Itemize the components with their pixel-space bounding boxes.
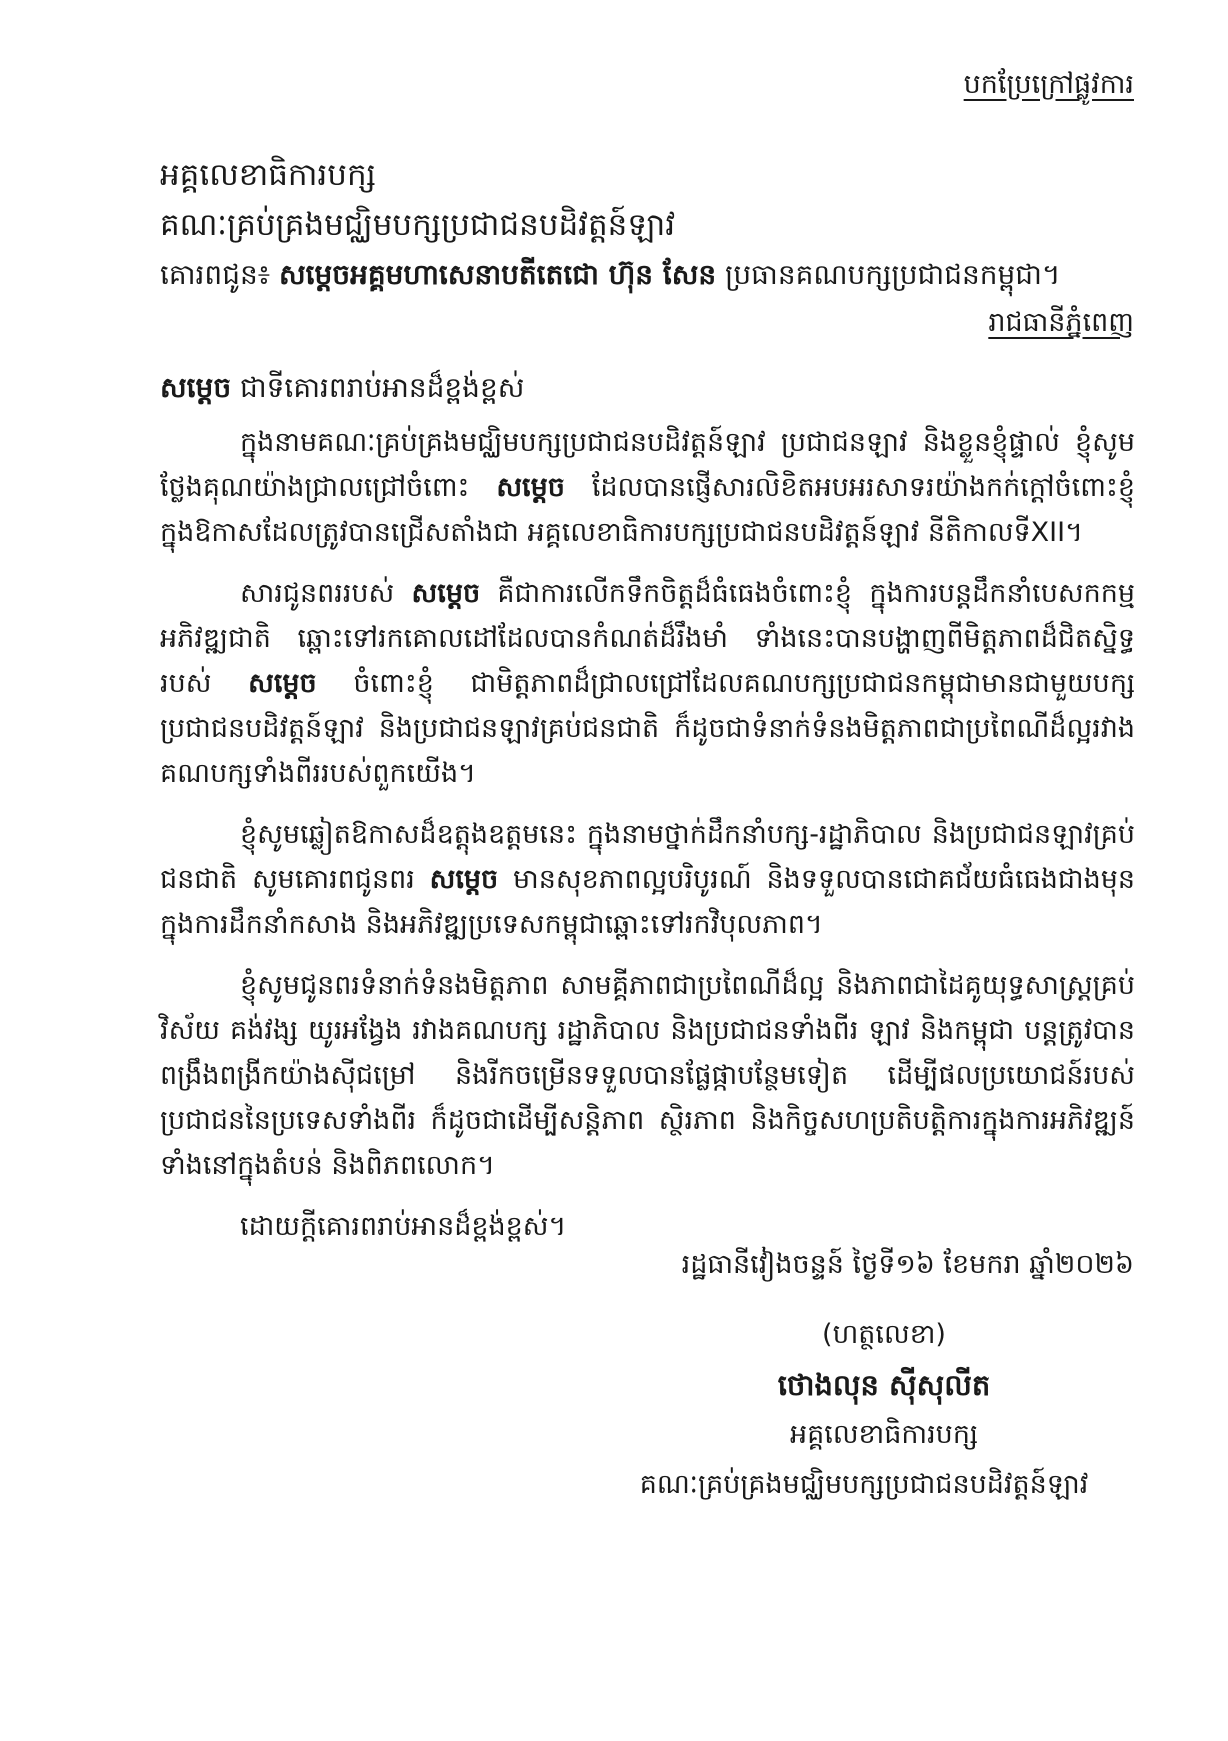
paragraph-text: ខ្ញុំសូមឆ្លៀតឱកាសដ៏ឧត្តុងឧត្តមនេះ ក្នុងនាមថ្នាក់ដឹកនាំបក្ស-រដ្ឋាភិបាល និងប្រជាជនឡាវគ្រប់ជនជាតិ សូមគោរពជូនពរ [160, 819, 1135, 895]
signatory-organization: គណៈគ្រប់គ្រងមជ្ឈិមបក្សប្រជាជនបដិវត្តន៍ឡាវ [639, 1469, 1089, 1500]
recipient-name: សម្តេចអគ្គមហាសេនាបតីតេជោ ហ៊ុន សែន [278, 258, 717, 291]
recipient-prefix: គោរពជូន៖ [160, 258, 271, 291]
paragraph-1 [160, 420, 1135, 555]
paragraph-text: មានសុខភាពល្អបរិបូរណ៍ និងទទួលបានជោគជ័យធំធេងជាងមុនក្នុងការដឹកនាំកសាង និងអភិវឌ្ឍប្រទេសកម្ពុជាឆ្ពោះទៅរកវិបុលភាព។ [160, 864, 1135, 940]
paragraph-text: ចំពោះខ្ញុំ ជាមិត្តភាពដ៏ជ្រាលជ្រៅដែលគណបក្សប្រជាជនកម្ពុជាមានជាមួយបក្សប្រជាជនបដិវត្តន៍ឡាវ និងប្រជាជនឡាវគ្រប់ជនជាតិ ក៏ដូចជាទំនាក់ទំនងមិត្តភាពជាប្រពៃណីដ៏ល្អរវាងគណបក្សទាំងពីររបស់ពួកយើង។ [160, 668, 1136, 789]
paragraph-text: គឺជាការលើកទឹកចិត្តដ៏ធំធេងចំពោះខ្ញុំ ក្នុងការបន្តដឹកនាំបេសកកម្មអភិវឌ្ឍជាតិ ឆ្ពោះទៅរកគោលដៅដែលបានកំណត់ដ៏រឹងមាំ ទាំងនេះបានបង្ហាញពីមិត្តភាពដ៏ជិតស្និទ្ធរបស់ [160, 578, 1135, 699]
paragraph-bold: សម្តេច [248, 668, 317, 699]
letter-header [160, 150, 1140, 300]
paragraph-bold: សម្តេច [429, 864, 499, 895]
closing-line: ដោយក្តីគោរពរាប់អានដ៏ខ្ពង់ខ្ពស់។ [240, 1211, 567, 1242]
signed-note: (ហត្ថលេខា) [822, 1319, 946, 1350]
salutation-text: ជាទីគោរពរាប់អានដ៏ខ្ពង់ខ្ពស់ [240, 371, 525, 404]
paragraph-3 [160, 812, 1135, 947]
place-and-date: រដ្ឋធានីវៀងចន្ទន៍ ថ្ងៃទី១៦ ខែមករា ឆ្នាំ២០២៦ [681, 1249, 1134, 1280]
signatory-title: អគ្គលេខាធិការបក្ស [790, 1419, 978, 1450]
letter-body [160, 420, 1135, 1249]
unofficial-translation-label: បកប្រែក្រៅផ្លូវការ [963, 69, 1134, 100]
recipient-line [160, 250, 1140, 300]
paragraph-text: ក្នុងនាមគណៈគ្រប់គ្រងមជ្ឈិមបក្សប្រជាជនបដិវត្តន៍ឡាវ ប្រជាជនឡាវ និងខ្លួនខ្ញុំផ្ទាល់ ខ្ញុំសូមថ្លែងគុណយ៉ាងជ្រាលជ្រៅចំពោះ [160, 427, 1135, 503]
signature-block [634, 1310, 1134, 1510]
paragraph-text: សារជូនពររបស់ [240, 578, 412, 609]
salutation [160, 370, 524, 411]
paragraph-text: ដែលបានផ្ញើសារលិខិតអបអរសាទរយ៉ាងកក់ក្តៅចំពោះខ្ញុំ ក្នុងឱកាសដែលត្រូវបានជ្រើសតាំងជា អគ្គលេខាធិការបក្សប្រជាជនបដិវត្តន៍ឡាវ នីតិកាលទីXII។ [160, 472, 1135, 548]
paragraph-4 [160, 963, 1135, 1188]
paragraph-bold: សម្តេច [411, 578, 481, 609]
paragraph-bold: សម្តេច [496, 472, 565, 503]
recipient-suffix: ប្រធានគណបក្សប្រជាជនកម្ពុជា។ [725, 258, 1061, 291]
sender-title: អគ្គលេខាធិការបក្ស [160, 157, 376, 193]
salutation-bold: សម្តេច [160, 371, 232, 404]
signatory-name: ថោងលុន ស៊ីសុលីត [777, 1368, 991, 1402]
paragraph-text: ខ្ញុំសូមជូនពរទំនាក់ទំនងមិត្តភាព សាមគ្គីភាពជាប្រពៃណីដ៏ល្អ និងភាពជាដៃគូយុទ្ធសាស្ត្រគ្រប់វិស័យ គង់វង្ស យូរអង្វែង រវាងគណបក្ស រដ្ឋាភិបាល និងប្រជាជនទាំងពីរ ឡាវ និងកម្ពុជា បន្តត្រូវបានពង្រឹងពង្រីកយ៉ាងស៊ីជម្រៅ និងរីកចម្រើនទទួលបានផ្លែផ្កាបន្ថែមទៀត ដើម្បីផលប្រយោជន៍របស់ប្រជាជននៃប្រទេសទាំងពីរ ក៏ដូចជាដើម្បីសន្តិភាព ស្ថិរភាព និងកិច្ចសហប្រតិបត្តិការក្នុងការអភិវឌ្ឍន៍ទាំងនៅក្នុងតំបន់ និងពិភពលោក។ [160, 970, 1135, 1181]
sender-organization: គណៈគ្រប់គ្រងមជ្ឈិមបក្សប្រជាជនបដិវត្តន៍ឡាវ [160, 207, 676, 243]
paragraph-2 [160, 571, 1135, 796]
recipient-city: រាជធានីភ្នំពេញ [988, 307, 1134, 338]
